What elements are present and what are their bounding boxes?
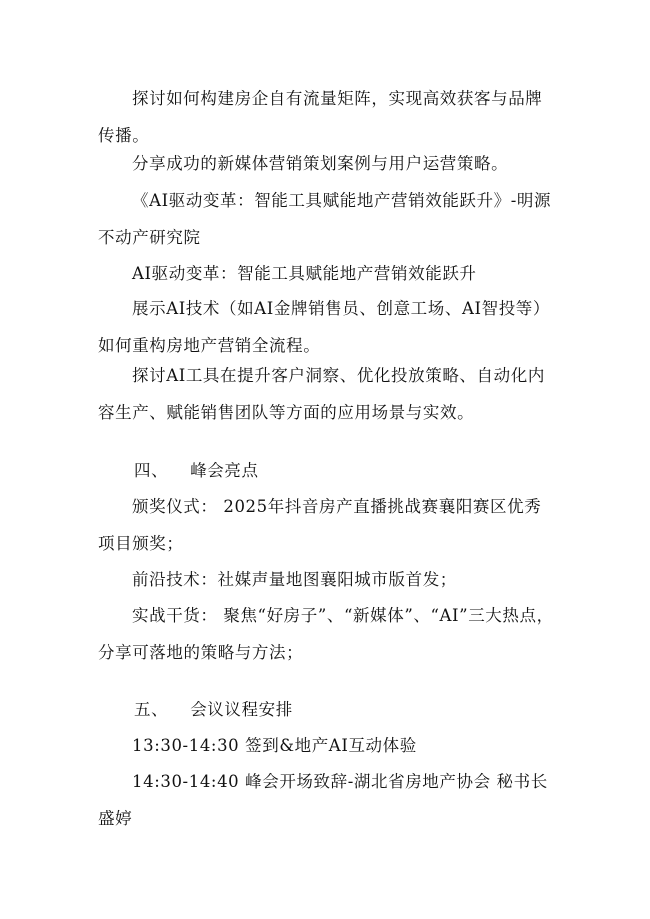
section-number: 五、 (134, 700, 169, 719)
highlight-item-tech: 前沿技术：社媒声量地图襄阳城市版首发； (132, 570, 457, 589)
paragraph-traffic-matrix: 探讨如何构建房企自有流量矩阵，实现高效获客与品牌传播。 (98, 89, 543, 145)
paragraph-ai-talk-title: 《AI驱动变革：智能工具赋能地产营销效能跃升》-明源不动产研究院 (98, 191, 552, 247)
section-title: 会议议程安排 (190, 700, 293, 719)
agenda-item-opening: 14:30-14:40 峰会开场致辞-湖北省房地产协会 秘书长盛婷 (98, 772, 548, 828)
section-heading-agenda (134, 691, 554, 728)
agenda-item-checkin: 13:30-14:30 签到&地产AI互动体验 (132, 736, 417, 755)
section-heading-highlights (134, 452, 554, 489)
highlight-item-awards: 颁奖仪式： 2025年抖音房产直播挑战赛襄阳赛区优秀项目颁奖； (98, 497, 542, 553)
paragraph-ai-scenarios: 探讨AI工具在提升客户洞察、优化投放策略、自动化内容生产、赋能销售团队等方面的应用场景与实效。 (98, 366, 545, 422)
paragraph-ai-showcase: 展示AI技术（如AI金牌销售员、创意工场、AI智投等）如何重构房地产营销全流程。 (98, 299, 551, 355)
section-title: 峰会亮点 (190, 461, 259, 480)
paragraph-ai-subtitle: AI驱动变革：智能工具赋能地产营销效能跃升 (132, 264, 477, 283)
paragraph-new-media-cases: 分享成功的新媒体营销策划案例与用户运营策略。 (132, 154, 509, 173)
highlight-item-practical: 实战干货： 聚焦“好房子”、“新媒体”、“AI”三大热点，分享可落地的策略与方法； (98, 606, 554, 662)
section-number: 四、 (134, 461, 169, 480)
